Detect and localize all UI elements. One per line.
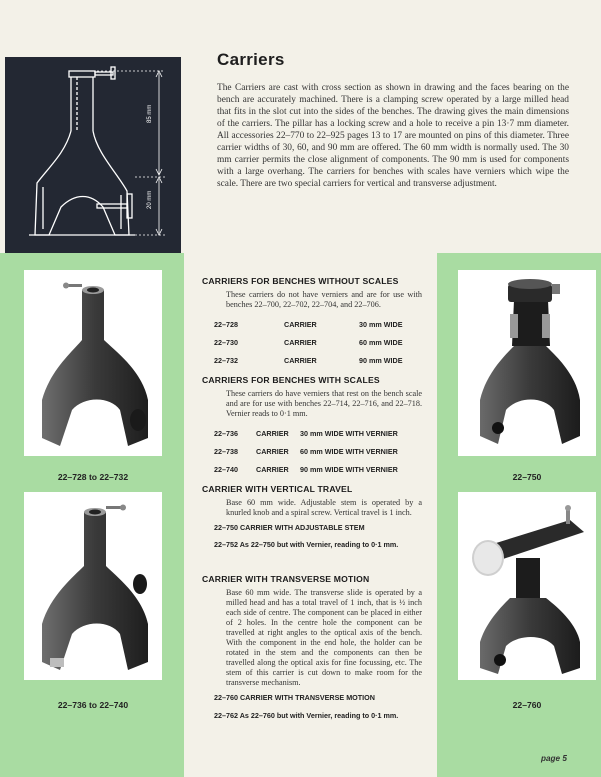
product-line: 22–762 As 22–760 but with Vernier, reading to 0·1 mm.	[214, 711, 399, 720]
table-row: 22–730 CARRIER 60 mm WIDE	[214, 337, 403, 347]
section-no-scales	[202, 276, 422, 369]
section-description: Base 60 mm wide. The transverse slide is operated by a milled head and has a total travel of 1 inch, that is ½ inch each side of centre. The component can be placed in either of 2 holes. In the centre hole the component can be travelled at right angles to the optical axis of the bench. With the component in the end hole, the holder can be rotated in the stem and the components can then be travelled along the optical axis for fine focussing, etc. The stem of this carrier is cut down to make room for the transverse mechanism.	[226, 588, 422, 687]
section-heading: CARRIER WITH TRANSVERSE MOTION	[202, 574, 370, 584]
section-heading: CARRIER WITH VERTICAL TRAVEL	[202, 484, 353, 494]
section-description: These carriers do not have verniers and are for use with benches 22–700, 22–702, 22–704, and 22–706.	[226, 290, 422, 309]
carrier-photo-vertical-travel	[458, 270, 596, 456]
carrier-photo-basic	[24, 270, 162, 456]
photo1-caption: 22–728 to 22–732	[57, 472, 129, 482]
photo3-caption: 22–750	[512, 472, 542, 482]
table-row: 22–728 CARRIER 30 mm WIDE	[214, 319, 403, 329]
section-heading: CARRIERS FOR BENCHES WITHOUT SCALES	[202, 276, 399, 286]
section-vertical-travel	[202, 484, 422, 549]
dimension-lower-label: 20 mm	[147, 190, 153, 209]
table-row: 22–732 CARRIER 90 mm WIDE	[214, 355, 403, 365]
carrier-table	[202, 315, 422, 369]
page-number: page 5	[541, 754, 567, 763]
product-line: 22–750 CARRIER WITH ADJUSTABLE STEM	[214, 523, 365, 532]
table-row: 22–738 CARRIER 60 mm WIDE WITH VERNIER	[214, 446, 398, 456]
intro-paragraph: The Carriers are cast with cross section as shown in drawing and the faces bearing on the bench are accurately machined. There is a clamping screw operated by a large milled head that fits in the slot cut into the sides of the benches. The drawing gives the main dimensions of the carriers. The pillar has a locking screw and a hole to receive a pin 13·7 mm diameter. All accessories 22–770 to 22–925 pages 13 to 17 are mounted on pins of this diameter. Three carrier widths of 30, 60, and 90 mm are offered. The 60 mm width is normally used. The 30 mm carrier permits the close alignment of components. The 90 mm is used for components with a large overhang. The carriers for benches with scales have verniers which wipe the scale. There are two special carriers for vertical and transverse adjustment.	[217, 83, 569, 189]
carrier-table	[202, 424, 422, 478]
table-row: 22–736 CARRIER 30 mm WIDE WITH VERNIER	[214, 428, 398, 438]
table-row: 22–740 CARRIER 90 mm WIDE WITH VERNIER	[214, 464, 398, 474]
product-line: 22–760 CARRIER WITH TRANSVERSE MOTION	[214, 693, 375, 702]
photo2-caption: 22–736 to 22–740	[57, 700, 129, 710]
dimension-upper-label: 85 mm	[147, 104, 153, 123]
carrier-photo-transverse-motion	[458, 492, 596, 680]
section-description: Base 60 mm wide. Adjustable stem is operated by a knurled knob and a spiral screw. Vertical travel is 1 inch.	[226, 498, 422, 517]
photo4-caption: 22–760	[512, 700, 542, 710]
section-with-scales	[202, 375, 422, 478]
page-title: Carriers	[217, 50, 285, 69]
product-line: 22–752 As 22–750 but with Vernier, reading to 0·1 mm.	[214, 540, 399, 549]
section-description: These carriers do have verniers that rest on the bench scale and are for use with benches 22–714, 22–716, and 22–718. Vernier reads to 0·1 mm.	[226, 389, 422, 418]
carrier-photo-vernier	[24, 492, 162, 680]
section-heading: CARRIERS FOR BENCHES WITH SCALES	[202, 375, 380, 385]
carrier-drawing	[5, 57, 181, 253]
section-transverse-motion	[202, 574, 422, 720]
cross-section-diagram	[5, 57, 181, 253]
